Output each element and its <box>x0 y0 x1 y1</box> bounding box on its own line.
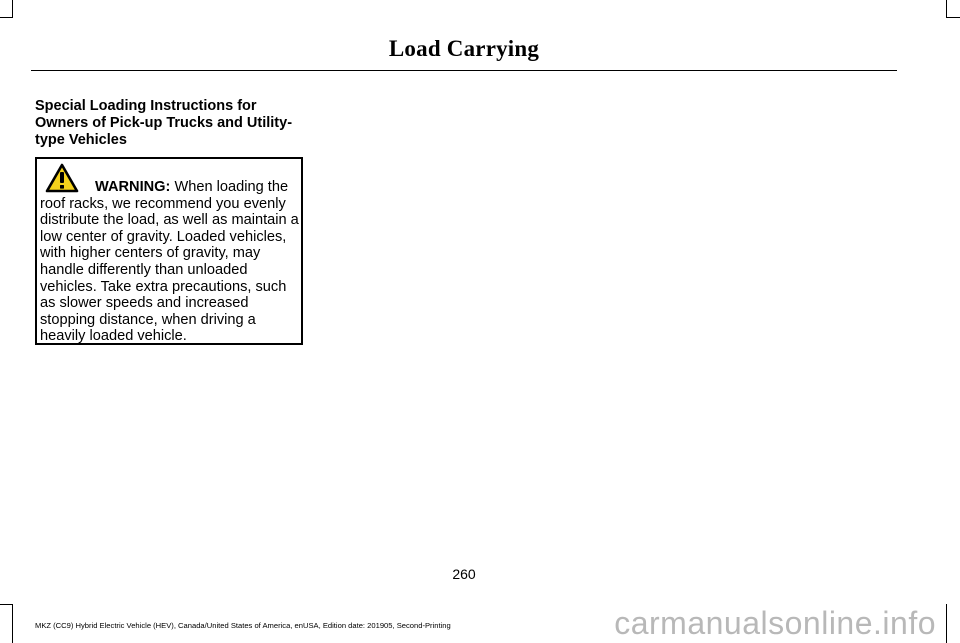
crop-mark-top-left <box>0 17 13 18</box>
section-heading: Special Loading Instructions for Owners of Pick-up Trucks and Utility-type Vehicles <box>35 98 293 148</box>
header-divider <box>31 70 897 71</box>
page-title: Load Carrying <box>388 36 540 61</box>
page-number: 260 <box>452 566 476 582</box>
crop-mark-top-left <box>12 0 13 17</box>
crop-mark-top-right <box>946 0 947 17</box>
warning-body: When loading the roof racks, we recommend you evenly distribute the load, as well as maintain a low center of gravity. Loaded vehicles, with higher centers of gravity, may handle differently than unloaded vehicles. Take extra precautions, such as slower speeds and increased stopping distance, when driving a heavily loaded vehicle. <box>40 179 299 345</box>
warning-text <box>40 179 300 345</box>
warning-label: WARNING: <box>95 179 171 195</box>
crop-mark-bottom-right <box>946 604 947 643</box>
footer-edition-text: MKZ (CC9) Hybrid Electric Vehicle (HEV), Canada/United States of America, enUSA, Edition date: 201905, Second-Printing <box>35 621 451 630</box>
crop-mark-top-right <box>946 17 960 18</box>
watermark-text: carmanualsonline.info <box>614 605 936 641</box>
crop-mark-bottom-left <box>0 604 13 605</box>
crop-mark-bottom-left <box>12 604 13 643</box>
warning-box <box>35 157 303 345</box>
